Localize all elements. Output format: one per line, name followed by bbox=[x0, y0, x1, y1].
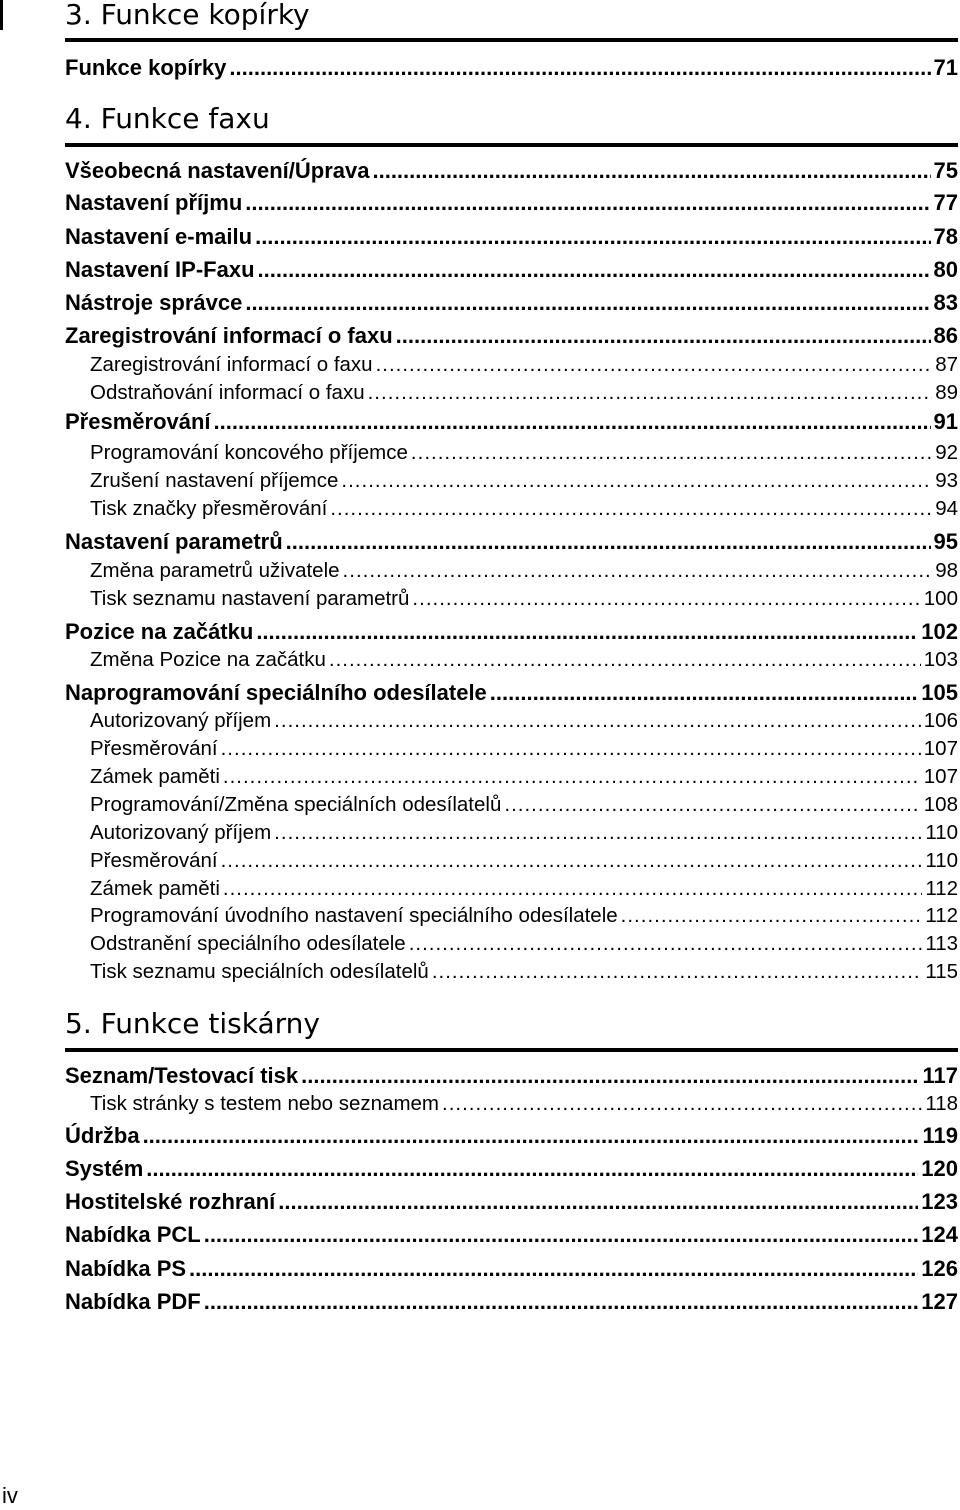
toc-entry-title: Odstranění speciálního odesílatele bbox=[90, 932, 406, 955]
toc-entry-page: 107 bbox=[923, 737, 958, 760]
toc-entry-title: Nabídka PS bbox=[65, 1256, 187, 1281]
toc-subentry[interactable] bbox=[90, 558, 958, 584]
toc-entry-title: Zrušení nastavení příjemce bbox=[90, 469, 339, 492]
toc-entry[interactable] bbox=[65, 1123, 958, 1149]
dot-leader bbox=[396, 323, 931, 349]
toc-entry-title: Autorizovaný příjem bbox=[90, 821, 272, 844]
toc-entry-page: 123 bbox=[921, 1189, 958, 1214]
toc-entry-page: 80 bbox=[933, 257, 958, 282]
toc-entry[interactable] bbox=[65, 529, 958, 555]
toc-entry-page: 89 bbox=[935, 381, 958, 404]
toc-entry-page: 113 bbox=[925, 932, 958, 955]
toc-entry-title: Změna parametrů uživatele bbox=[90, 559, 340, 582]
toc-entry-page: 77 bbox=[933, 190, 958, 215]
dot-leader bbox=[376, 352, 933, 378]
toc-entry-title: Programování/Změna speciálních odesílatelů bbox=[90, 793, 502, 816]
dot-leader bbox=[341, 468, 932, 494]
toc-entry-title: Hostitelské rozhraní bbox=[65, 1189, 276, 1214]
toc-entry-page: 100 bbox=[923, 587, 958, 610]
toc-entry-title: Tisk stránky s testem nebo seznamem bbox=[90, 1092, 440, 1115]
toc-subentry[interactable] bbox=[90, 708, 958, 734]
toc-entry-page: 106 bbox=[923, 709, 958, 732]
toc-entry-title: Funkce kopírky bbox=[65, 55, 227, 80]
toc-entry[interactable] bbox=[65, 1189, 958, 1215]
dot-leader bbox=[432, 959, 923, 985]
dot-leader bbox=[621, 903, 923, 929]
toc-entry-title: Nastavení příjmu bbox=[65, 190, 243, 215]
toc-entry-page: 102 bbox=[921, 619, 958, 644]
dot-leader bbox=[329, 647, 921, 673]
toc-entry-title: Systém bbox=[65, 1156, 144, 1181]
toc-entry-page: 75 bbox=[933, 158, 958, 183]
dot-leader bbox=[330, 496, 932, 522]
toc-subentry[interactable] bbox=[90, 764, 958, 790]
toc-entry[interactable] bbox=[65, 55, 958, 81]
toc-entry-page: 115 bbox=[925, 960, 958, 983]
toc-entry-title: Seznam/Testovací tisk bbox=[65, 1063, 299, 1088]
page-edge-mark bbox=[0, 0, 3, 30]
toc-entry-title: Tisk značky přesměrování bbox=[90, 497, 328, 520]
toc-entry-title: Autorizovaný příjem bbox=[90, 709, 272, 732]
toc-entry-page: 91 bbox=[933, 409, 958, 434]
chapter-rule bbox=[65, 38, 958, 42]
toc-entry-page: 83 bbox=[933, 290, 958, 315]
toc-entry-title: Všeobecná nastavení/Úprava bbox=[65, 158, 370, 183]
chapter-heading: 4. Funkce faxu bbox=[65, 102, 270, 135]
toc-entry-page: 86 bbox=[933, 323, 958, 348]
toc-entry[interactable] bbox=[65, 1156, 958, 1182]
toc-entry-title: Nastavení parametrů bbox=[65, 529, 283, 554]
toc-subentry[interactable] bbox=[90, 496, 958, 522]
toc-entry-page: 71 bbox=[933, 55, 958, 80]
toc-entry-page: 98 bbox=[935, 559, 958, 582]
toc-entry[interactable] bbox=[65, 257, 958, 283]
toc-entry-page: 117 bbox=[922, 1063, 958, 1088]
toc-entry-title: Nastavení e-mailu bbox=[65, 224, 253, 249]
dot-leader bbox=[223, 764, 921, 790]
dot-leader bbox=[490, 680, 918, 706]
toc-entry-page: 120 bbox=[921, 1156, 958, 1181]
toc-entry-title: Nástroje správce bbox=[65, 290, 243, 315]
toc-entry-title: Nabídka PCL bbox=[65, 1222, 201, 1247]
chapter-rule bbox=[65, 1048, 958, 1052]
toc-entry-page: 110 bbox=[925, 849, 958, 872]
toc-entry-title: Nabídka PDF bbox=[65, 1289, 201, 1314]
toc-entry-page: 92 bbox=[935, 441, 958, 464]
dot-leader bbox=[256, 619, 918, 645]
toc-subentry[interactable] bbox=[90, 848, 958, 874]
toc-entry-page: 95 bbox=[933, 529, 958, 554]
dot-leader bbox=[221, 848, 923, 874]
toc-subentry[interactable] bbox=[90, 440, 958, 466]
toc-entry[interactable] bbox=[65, 680, 958, 706]
dot-leader bbox=[274, 708, 921, 734]
toc-entry-title: Tisk seznamu speciálních odesílatelů bbox=[90, 960, 429, 983]
toc-entry[interactable] bbox=[65, 323, 958, 349]
dot-leader bbox=[223, 876, 922, 902]
toc-entry-title: Údržba bbox=[65, 1123, 140, 1148]
toc-subentry[interactable] bbox=[90, 959, 958, 985]
toc-entry-title: Nastavení IP-Faxu bbox=[65, 257, 255, 282]
toc-entry[interactable] bbox=[65, 190, 958, 216]
chapter-heading: 3. Funkce kopírky bbox=[65, 0, 310, 31]
toc-entry-page: 124 bbox=[921, 1222, 958, 1247]
dot-leader bbox=[245, 290, 930, 316]
dot-leader bbox=[411, 440, 932, 466]
toc-entry-page: 103 bbox=[923, 648, 958, 671]
toc-entry-title: Naprogramování speciálního odesílatele bbox=[65, 680, 487, 705]
chapter-rule bbox=[65, 143, 958, 147]
toc-entry-title: Odstraňování informací o faxu bbox=[90, 381, 365, 404]
toc-subentry[interactable] bbox=[90, 931, 958, 957]
dot-leader bbox=[368, 380, 933, 406]
dot-leader bbox=[255, 224, 930, 250]
toc-entry-page: 108 bbox=[923, 793, 958, 816]
chapter-heading: 5. Funkce tiskárny bbox=[65, 1007, 320, 1040]
toc-entry-page: 110 bbox=[925, 821, 958, 844]
dot-leader bbox=[214, 409, 931, 435]
dot-leader bbox=[301, 1063, 919, 1089]
toc-entry[interactable] bbox=[65, 1256, 958, 1282]
toc-entry-title: Přesměrování bbox=[90, 849, 218, 872]
toc-entry[interactable] bbox=[65, 1222, 958, 1248]
toc-entry-title: Zaregistrování informací o faxu bbox=[90, 353, 373, 376]
toc-entry-page: 126 bbox=[921, 1256, 958, 1281]
dot-leader bbox=[229, 55, 930, 81]
toc-entry-page: 93 bbox=[935, 469, 958, 492]
toc-subentry[interactable] bbox=[90, 1091, 958, 1117]
dot-leader bbox=[286, 529, 931, 555]
toc-entry-title: Zámek paměti bbox=[90, 877, 220, 900]
dot-leader bbox=[204, 1289, 919, 1315]
dot-leader bbox=[343, 558, 933, 584]
toc-entry[interactable] bbox=[65, 290, 958, 316]
page-number: iv bbox=[2, 1483, 18, 1508]
toc-subentry[interactable] bbox=[90, 736, 958, 762]
dot-leader bbox=[146, 1156, 918, 1182]
toc-entry[interactable] bbox=[65, 409, 958, 435]
dot-leader bbox=[372, 158, 930, 184]
toc-entry-page: 94 bbox=[935, 497, 958, 520]
toc-entry-page: 78 bbox=[933, 224, 958, 249]
toc-entry[interactable] bbox=[65, 1289, 958, 1315]
toc-entry-title: Přesměrování bbox=[65, 409, 211, 434]
dot-leader bbox=[409, 931, 923, 957]
toc-entry[interactable] bbox=[65, 158, 958, 184]
dot-leader bbox=[278, 1189, 918, 1215]
dot-leader bbox=[442, 1091, 922, 1117]
toc-subentry[interactable] bbox=[90, 647, 958, 673]
toc-subentry[interactable] bbox=[90, 352, 958, 378]
toc-entry-title: Změna Pozice na začátku bbox=[90, 648, 326, 671]
dot-leader bbox=[143, 1123, 920, 1149]
toc-entry-page: 112 bbox=[925, 904, 958, 927]
toc-entry-title: Zámek paměti bbox=[90, 765, 220, 788]
toc-entry-title: Pozice na začátku bbox=[65, 619, 254, 644]
toc-entry-title: Zaregistrování informací o faxu bbox=[65, 323, 393, 348]
dot-leader bbox=[204, 1222, 919, 1248]
dot-leader bbox=[189, 1256, 918, 1282]
toc-entry-page: 107 bbox=[923, 765, 958, 788]
toc-entry-page: 118 bbox=[925, 1092, 958, 1115]
toc-entry[interactable] bbox=[65, 619, 958, 645]
toc-entry-title: Přesměrování bbox=[90, 737, 218, 760]
dot-leader bbox=[245, 190, 930, 216]
toc-subentry[interactable] bbox=[90, 820, 958, 846]
toc-entry[interactable] bbox=[65, 224, 958, 250]
toc-entry-page: 112 bbox=[925, 877, 958, 900]
toc-subentry[interactable] bbox=[90, 792, 958, 818]
dot-leader bbox=[274, 820, 922, 846]
toc-entry-title: Programování koncového příjemce bbox=[90, 441, 408, 464]
dot-leader bbox=[412, 586, 920, 612]
toc-entry-title: Tisk seznamu nastavení parametrů bbox=[90, 587, 410, 610]
dot-leader bbox=[258, 257, 931, 283]
toc-entry-page: 105 bbox=[921, 680, 958, 705]
toc-entry-title: Programování úvodního nastavení speciálního odesílatele bbox=[90, 904, 618, 927]
toc-subentry[interactable] bbox=[90, 468, 958, 494]
toc-entry[interactable] bbox=[65, 1063, 958, 1089]
toc-entry-page: 87 bbox=[935, 353, 958, 376]
dot-leader bbox=[504, 792, 920, 818]
toc-entry-page: 119 bbox=[922, 1123, 958, 1148]
toc-subentry[interactable] bbox=[90, 380, 958, 406]
toc-subentry[interactable] bbox=[90, 903, 958, 929]
dot-leader bbox=[221, 736, 921, 762]
toc-subentry[interactable] bbox=[90, 586, 958, 612]
toc-entry-page: 127 bbox=[921, 1289, 958, 1314]
toc-subentry[interactable] bbox=[90, 876, 958, 902]
